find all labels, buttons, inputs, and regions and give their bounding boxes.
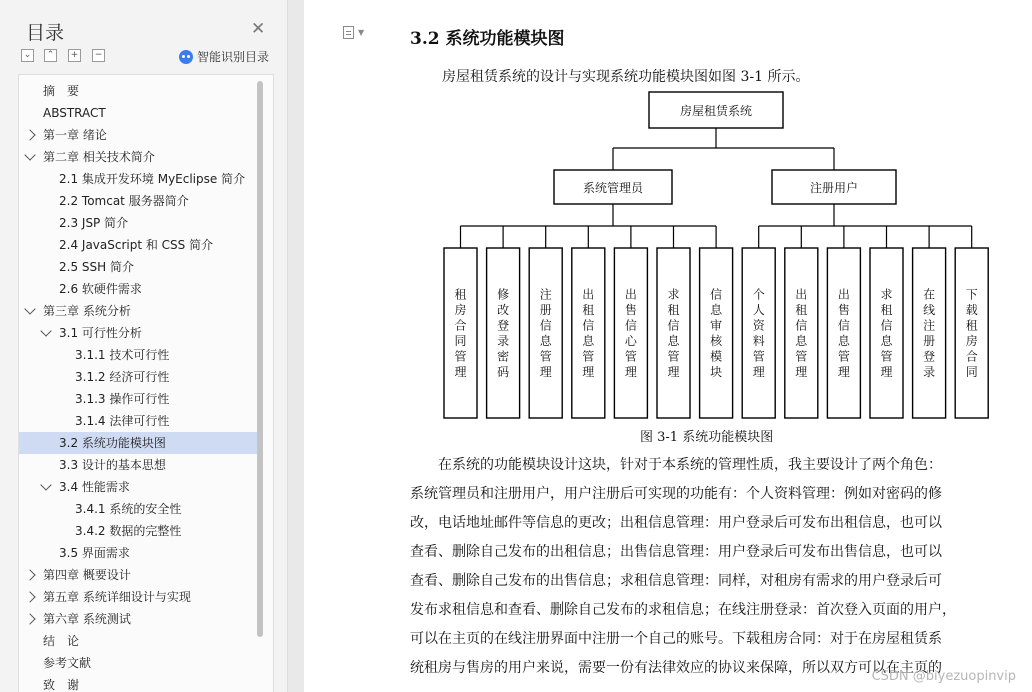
toc-item-label: 第五章 系统详细设计与实现	[43, 590, 191, 604]
body-line: 发布求租信息和查看、删除自己发布的求租信息；在线注册登录：首次登入页面的用户，	[410, 602, 956, 618]
document-icon	[343, 26, 354, 39]
toc-sidebar	[0, 0, 288, 692]
document-page	[304, 0, 1032, 692]
toc-item[interactable]	[19, 234, 257, 256]
diagram-leaf-label-char: 息	[539, 333, 552, 348]
diagram-leaf-label-char: 息	[837, 333, 850, 348]
body-line: 改，电话地址邮件等信息的更改；出租信息管理：用户登录后可发布出租信息，也可以	[410, 515, 942, 531]
diagram-branch-label: 系统管理员	[582, 181, 644, 195]
diagram-leaf-label-char: 登	[923, 349, 936, 364]
diagram-leaf-label-char: 理	[837, 364, 850, 379]
diagram-leaf-label-char: 管	[454, 349, 467, 364]
page-menu-button[interactable]	[343, 26, 364, 39]
diagram-leaf-label-char: 信	[624, 318, 637, 333]
diagram-leaf-label-char: 载	[965, 302, 978, 317]
diagram-leaf-label-char: 理	[667, 364, 680, 379]
toc-item[interactable]	[19, 498, 257, 520]
toc-item-label: 2.3 JSP 简介	[59, 216, 129, 230]
chevron-down-icon[interactable]	[24, 149, 35, 160]
toc-item-label: 结 论	[43, 634, 80, 648]
diagram-leaf-label-char: 登	[497, 318, 510, 333]
toc-item-label: 致 谢	[43, 678, 80, 692]
diagram-leaf-label-char: 块	[710, 364, 723, 379]
chevron-right-icon[interactable]	[24, 591, 35, 602]
diagram-leaf-label-char: 出	[582, 287, 595, 302]
diagram-leaf-label-char: 册	[539, 302, 552, 317]
diagram-leaf-label-char: 求	[667, 287, 680, 302]
expand-all-icon[interactable]: ⌄	[21, 49, 34, 62]
diagram-leaf-label-char: 管	[582, 349, 595, 364]
body-line: 在系统的功能模块设计这块，针对于本系统的管理性质，我主要设计了两个角色：	[438, 457, 942, 473]
toc-item[interactable]	[19, 564, 257, 586]
toc-item-label: 2.5 SSH 简介	[59, 260, 134, 274]
diagram-leaf-label-char: 注	[923, 318, 936, 333]
body-line: 系统管理员和注册用户，用户注册后可实现的功能有：个人资料管理：例如对密码的修	[410, 486, 942, 502]
toc-panel	[18, 74, 274, 692]
diagram-leaf-label-char: 管	[880, 349, 893, 364]
toc-item[interactable]	[19, 432, 257, 454]
diagram-leaf-label-char: 码	[497, 364, 510, 379]
toc-item-label: 3.1.3 操作可行性	[75, 392, 170, 406]
diagram-leaf-label-char: 管	[539, 349, 552, 364]
diagram-leaf-label-char: 房	[454, 302, 467, 317]
diagram-leaf-label-char: 息	[582, 333, 595, 348]
diagram-leaf-label-char: 核	[710, 333, 723, 348]
toc-item[interactable]	[19, 542, 257, 564]
toc-item[interactable]	[19, 190, 257, 212]
toc-item-label: 第一章 绪论	[43, 128, 107, 142]
diagram-leaf-label-char: 理	[454, 364, 467, 379]
diagram-leaf-label-char: 人	[752, 302, 765, 317]
diagram-leaf-label-char: 录	[497, 333, 510, 348]
diagram-leaf-label-char: 理	[795, 364, 808, 379]
toc-item-label: 参考文献	[43, 656, 92, 670]
toc-item-label: 3.1.2 经济可行性	[75, 370, 170, 384]
toc-item-label: 2.1 集成开发环境 MyEclipse 简介	[59, 172, 246, 186]
toc-item-label: 2.2 Tomcat 服务器简介	[59, 194, 189, 208]
diagram-leaf-label-char: 密	[497, 349, 510, 364]
remove-bookmark-icon[interactable]: −	[92, 49, 105, 62]
body-line: 统租房与售房的用户来说，需要一份有法律效应的协议来保障，所以双方可以在主页的	[410, 660, 942, 676]
diagram-leaf-label-char: 租	[582, 302, 595, 317]
toc-item-label: 摘 要	[43, 84, 80, 98]
chevron-down-icon[interactable]	[40, 479, 51, 490]
ai-toc-label: 智能识别目录	[197, 50, 270, 64]
function-module-diagram	[434, 88, 994, 424]
diagram-leaf-label-char: 理	[539, 364, 552, 379]
diagram-leaf-label-char: 理	[582, 364, 595, 379]
toc-item[interactable]	[19, 388, 257, 410]
chevron-right-icon[interactable]	[24, 613, 35, 624]
toc-item-label: 3.3 设计的基本思想	[59, 458, 166, 472]
collapse-all-icon[interactable]: ⌃	[44, 49, 57, 62]
diagram-leaf-label-char: 信	[710, 287, 723, 302]
diagram-leaf-label-char: 改	[497, 302, 510, 317]
diagram-leaf-label-char: 册	[923, 333, 936, 348]
toc-item[interactable]	[19, 256, 257, 278]
toc-item-label: 3.1.1 技术可行性	[75, 348, 170, 362]
diagram-leaf-label-char: 租	[795, 302, 808, 317]
toc-item[interactable]	[19, 344, 257, 366]
toc-item[interactable]	[19, 278, 257, 300]
toc-item-label: 2.6 软硬件需求	[59, 282, 142, 296]
diagram-leaf-label-char: 线	[923, 302, 936, 317]
chevron-down-icon: ▼	[358, 28, 365, 37]
diagram-leaf-label-char: 租	[965, 318, 978, 333]
toc-item-label: 3.4.1 系统的安全性	[75, 502, 182, 516]
toc-item-label: 2.4 JavaScript 和 CSS 简介	[59, 238, 214, 252]
diagram-leaf-label-char: 出	[795, 287, 808, 302]
toc-item[interactable]	[19, 630, 257, 652]
chevron-right-icon[interactable]	[24, 129, 35, 140]
diagram-leaf-label-char: 息	[710, 302, 723, 317]
diagram-leaf-label-char: 信	[582, 318, 595, 333]
toc-list	[19, 80, 257, 692]
section-heading: 3.2 系统功能模块图	[410, 29, 565, 49]
diagram-leaf-label-char: 合	[454, 318, 467, 333]
body-text	[410, 451, 1012, 683]
diagram-leaf-label-char: 管	[752, 349, 765, 364]
diagram-leaf-label-char: 管	[837, 349, 850, 364]
toc-item-label: 3.2 系统功能模块图	[59, 436, 166, 450]
diagram-leaf-label-char: 审	[710, 318, 723, 333]
diagram-leaf-label-char: 租	[880, 302, 893, 317]
diagram-leaf-label-char: 出	[624, 287, 637, 302]
diagram-leaf-label-char: 理	[752, 364, 765, 379]
diagram-leaf-label-char: 售	[837, 302, 850, 317]
toc-item-label: 第二章 相关技术简介	[43, 150, 155, 164]
toc-item-label: 3.1 可行性分析	[59, 326, 142, 340]
diagram-leaf-label-char: 求	[880, 287, 893, 302]
diagram-leaf-label-char: 理	[624, 364, 637, 379]
toc-item[interactable]	[19, 300, 257, 322]
toc-item-label: 3.4 性能需求	[59, 480, 130, 494]
diagram-leaf-label-char: 租	[454, 287, 467, 302]
toc-item[interactable]	[19, 212, 257, 234]
toc-item[interactable]	[19, 476, 257, 498]
toc-item[interactable]	[19, 608, 257, 630]
body-line: 可以在主页的在线注册界面中注册一个自己的账号。下载租房合同：对于在房屋租赁系	[410, 631, 942, 647]
diagram-leaf-label-char: 管	[667, 349, 680, 364]
add-bookmark-icon[interactable]: +	[68, 49, 81, 62]
body-line: 查看、删除自己发布的出租信息；出售信息管理：用户登录后可发布出售信息，也可以	[410, 544, 942, 560]
diagram-leaf-label-char: 个	[752, 287, 765, 302]
diagram-leaf-label-char: 理	[880, 364, 893, 379]
toc-item-label: 3.4.2 数据的完整性	[75, 524, 182, 538]
chevron-down-icon[interactable]	[40, 325, 51, 336]
ai-toc-button[interactable]	[179, 48, 269, 65]
toc-item-label: 3.5 界面需求	[59, 546, 130, 560]
diagram-root-label: 房屋租赁系统	[679, 104, 753, 118]
intro-paragraph: 房屋租赁系统的设计与实现系统功能模块图如图 3-1 所示。	[442, 69, 810, 85]
diagram-leaf-label-char: 同	[454, 333, 467, 348]
diagram-leaf-label-char: 管	[624, 349, 637, 364]
close-icon[interactable]: ✕	[251, 19, 266, 39]
diagram-leaf-label-char: 租	[667, 302, 680, 317]
diagram-branch-label: 注册用户	[809, 181, 859, 195]
diagram-leaf-label-char: 信	[837, 318, 850, 333]
toc-item[interactable]	[19, 652, 257, 674]
diagram-leaf-label-char: 息	[795, 333, 808, 348]
diagram-leaf-label-char: 管	[795, 349, 808, 364]
diagram-leaf-label-char: 信	[795, 318, 808, 333]
toc-item-label: ABSTRACT	[43, 106, 106, 120]
diagram-leaf-label-char: 信	[667, 318, 680, 333]
toc-item[interactable]	[19, 80, 257, 102]
toc-item[interactable]	[19, 146, 257, 168]
toc-item[interactable]	[19, 586, 257, 608]
diagram-leaf-label-char: 在	[923, 287, 936, 302]
diagram-leaf-label-char: 录	[923, 364, 936, 379]
toc-item-label: 第六章 系统测试	[43, 612, 131, 626]
toc-item[interactable]	[19, 124, 257, 146]
diagram-leaf-label-char: 信	[539, 318, 552, 333]
diagram-leaf-label-char: 合	[965, 349, 978, 364]
chevron-right-icon[interactable]	[24, 569, 35, 580]
watermark: CSDN @biyezuopinvip	[871, 669, 1016, 684]
diagram-leaf-label-char: 息	[667, 333, 680, 348]
body-line: 查看、删除自己发布的出售信息；求租信息管理：同样，对租房有需求的用户登录后可	[410, 573, 942, 589]
diagram-leaf-label-char: 同	[965, 364, 978, 379]
diagram-leaf-label-char: 模	[710, 349, 723, 364]
toc-item[interactable]	[19, 674, 257, 692]
toc-item[interactable]	[19, 454, 257, 476]
toc-item[interactable]	[19, 520, 257, 542]
ai-robot-icon	[179, 50, 193, 64]
diagram-leaf-label-char: 息	[880, 333, 893, 348]
toc-scrollbar[interactable]	[257, 81, 263, 637]
diagram-leaf-label-char: 售	[624, 302, 637, 317]
diagram-leaf-label-char: 注	[539, 287, 552, 302]
diagram-leaf-label-char: 心	[624, 333, 637, 348]
diagram-leaf-label-char: 出	[837, 287, 850, 302]
document-gutter	[288, 0, 304, 692]
diagram-leaf-label-char: 信	[880, 318, 893, 333]
figure-caption: 图 3-1 系统功能模块图	[640, 430, 774, 445]
toc-item[interactable]	[19, 168, 257, 190]
diagram-leaf-label-char: 资	[752, 318, 765, 333]
diagram-leaf-label-char: 修	[497, 287, 510, 302]
toc-item[interactable]	[19, 102, 257, 124]
diagram-leaf-label-char: 下	[965, 287, 978, 302]
toc-item[interactable]	[19, 410, 257, 432]
diagram-leaf-label-char: 料	[752, 333, 765, 348]
toc-item-label: 第四章 概要设计	[43, 568, 131, 582]
toc-title: 目录	[26, 22, 65, 44]
toc-item-label: 3.1.4 法律可行性	[75, 414, 170, 428]
chevron-down-icon[interactable]	[24, 303, 35, 314]
toc-item[interactable]	[19, 322, 257, 344]
toc-item[interactable]	[19, 366, 257, 388]
diagram-leaf-label-char: 房	[965, 333, 978, 348]
toc-item-label: 第三章 系统分析	[43, 304, 131, 318]
